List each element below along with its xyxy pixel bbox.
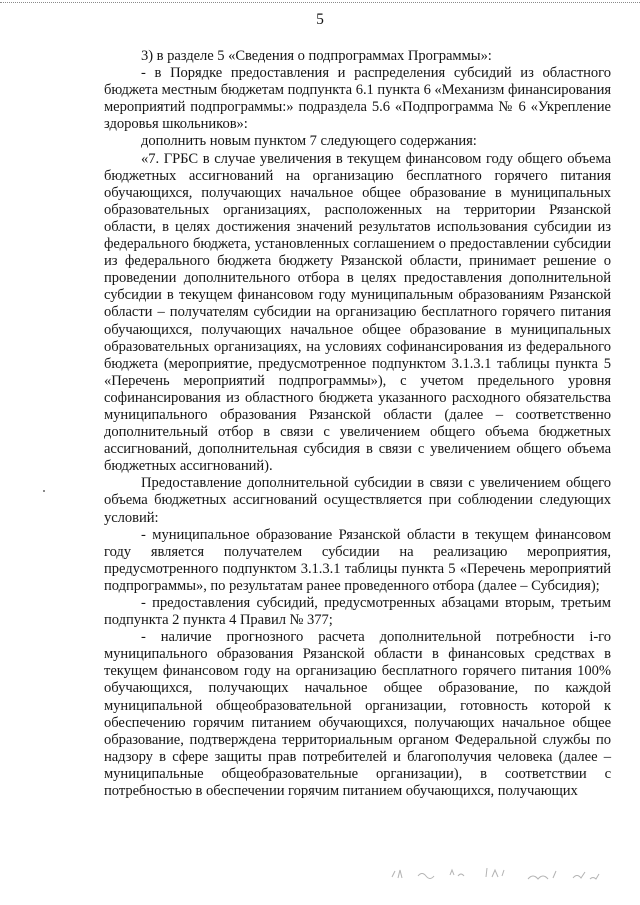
page-number: 5 xyxy=(316,11,324,28)
document-body xyxy=(104,48,611,800)
paragraph-add-item-7: дополнить новым пунктом 7 следующего содержания: xyxy=(141,133,477,150)
scan-speck xyxy=(43,490,45,492)
scan-bleed-through-marks xyxy=(388,862,618,890)
top-rule xyxy=(0,2,640,3)
paragraph-condition-1: - муниципальное образование Рязанской области в текущем финансовом году является получателем субсидии на реализацию мероприятия, предусмотренного подпунктом 3.1.3.1 таблицы пункта 5 «Перечень мероприятий подпрограммы», по результатам ранее проведенного отбора (далее – Субсидия); xyxy=(104,526,611,594)
paragraph-section-5-intro: 3) в разделе 5 «Сведения о подпрограммах Программы»: xyxy=(141,48,492,64)
paragraph-condition-2: - предоставления субсидий, предусмотренных абзацами вторым, третьим подпункта 2 пункта 4 Правил № 377; xyxy=(104,595,611,629)
paragraph-condition-3: - наличие прогнозного расчета дополнительной потребности i-го муниципального образования Рязанской области в финансовых средствах в текущем финансовом году на организацию бесплатного горячего питания 100% обучающихся, получающих начальное общее образование, по каждой муниципальной общеобразовательной организации, готовность которой к обеспечению горячим питанием обучающихся, получающих начальное общее образование, подтверждена территориальным органом Федеральной службы по надзору в сфере защиты прав потребителей и благополучия человека (далее – муниципальные общеобразовательные организации), в соответствии с потребностью в обеспечении горячим питанием обучающихся, получающих xyxy=(104,629,611,800)
paragraph-item-7: «7. ГРБС в случае увеличения в текущем финансовом году общего объема бюджетных ассигнований на организацию бесплатного горячего питания обучающихся, получающих начальное общее образование в муниципальных образовательных организациях, расположенных на территории Рязанской области, в целях достижения значений результатов использования субсидии из федерального бюджета, установленных соглашением о предоставлении субсидии из федерального бюджета бюджету Рязанской области, принимает решение о проведении дополнительного отбора в целях предоставления дополнительной субсидии в текущем финансовом году муниципальным образованиям Рязанской области – получателям субсидии на организацию бесплатного горячего питания обучающихся, получающих начальное общее образование в муниципальных образовательных организациях, на условиях софинансирования из федерального бюджета (мероприятие, предусмотренное подпунктом 3.1.3.1 таблицы пункта 5 «Перечень мероприятий подпрограммы»), с учетом предельного уровня софинансирования из областного бюджета указанного расходного обязательства муниципального образования Рязанской области (далее – соответственно дополнительный отбор в связи с увеличением общего объема бюджетных ассигнований, дополнительная субсидия в связи с увеличением общего объема бюджетных ассигнований). xyxy=(104,150,611,475)
paragraph-conditions-intro: Предоставление дополнительной субсидии в связи с увеличением общего объема бюджетных ассигнований осуществляется при соблюдении следующих условий: xyxy=(104,475,611,526)
paragraph-procedure-reference: - в Порядке предоставления и распределения субсидий из областного бюджета местным бюджетам подпункта 6.1 пункта 6 «Механизм финансирования мероприятий подпрограммы:» подраздела 5.6 «Подпрограмма № 6 «Укрепление здоровья школьников»: xyxy=(104,65,611,133)
